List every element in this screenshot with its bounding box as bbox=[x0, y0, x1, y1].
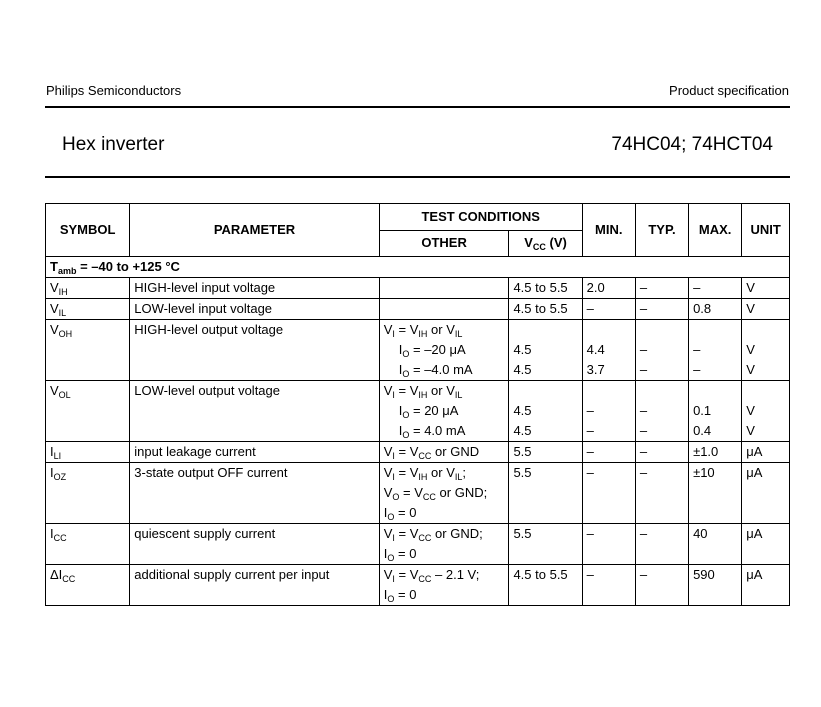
symbol-cell: $V_{IL}$ bbox=[46, 299, 130, 320]
max-cell: ±1.0 bbox=[689, 442, 742, 463]
header-other: OTHER bbox=[379, 230, 509, 257]
min-cell: – – bbox=[582, 381, 635, 442]
vcc-cell: 5.5 bbox=[509, 524, 582, 565]
typ-cell: – bbox=[635, 463, 688, 524]
title-rule bbox=[45, 176, 790, 178]
header-rule bbox=[45, 106, 790, 108]
symbol-cell: $V_{IH}$ bbox=[46, 278, 130, 299]
temperature-condition-row bbox=[46, 257, 790, 278]
min-cell: – bbox=[582, 442, 635, 463]
max-cell: 0.1 0.4 bbox=[689, 381, 742, 442]
max-cell: 40 bbox=[689, 524, 742, 565]
parameter-cell: LOW-level output voltage bbox=[130, 381, 379, 442]
other-cell: $V_I = V_{IH}$ or $V_{IL}$ $I_O = -20$ μA $I_O = -4.0$ mA bbox=[379, 320, 509, 381]
parameter-cell: HIGH-level output voltage bbox=[130, 320, 379, 381]
unit-cell: V V bbox=[742, 320, 790, 381]
min-cell: 2.0 bbox=[582, 278, 635, 299]
parameter-cell: quiescent supply current bbox=[130, 524, 379, 565]
typ-cell: – bbox=[635, 278, 688, 299]
other-cell: $V_I = V_{CC}$ or GND; $I_O = 0$ bbox=[379, 524, 509, 565]
unit-cell: μA bbox=[742, 442, 790, 463]
parameter-cell: 3-state output OFF current bbox=[130, 463, 379, 524]
header-unit: UNIT bbox=[742, 204, 790, 257]
table-row bbox=[46, 565, 790, 606]
header-min: MIN. bbox=[582, 204, 635, 257]
vcc-cell: 4.5 4.5 bbox=[509, 320, 582, 381]
typ-cell: – bbox=[635, 524, 688, 565]
table-row bbox=[46, 381, 790, 442]
vcc-cell: 4.5 4.5 bbox=[509, 381, 582, 442]
other-cell: $V_I = V_{CC}$ or GND bbox=[379, 442, 509, 463]
symbol-cell: $I_{CC}$ bbox=[46, 524, 130, 565]
header-max: MAX. bbox=[689, 204, 742, 257]
table-row bbox=[46, 278, 790, 299]
min-cell: – bbox=[582, 565, 635, 606]
temperature-condition: $T_{amb} = -40$ to +125 °C bbox=[46, 257, 790, 278]
table-row bbox=[46, 320, 790, 381]
max-cell: ±10 bbox=[689, 463, 742, 524]
page-title: Hex inverter bbox=[62, 134, 165, 155]
typ-cell: – – bbox=[635, 381, 688, 442]
table-row bbox=[46, 442, 790, 463]
vcc-cell: 4.5 to 5.5 bbox=[509, 565, 582, 606]
typ-cell: – bbox=[635, 299, 688, 320]
min-cell: – bbox=[582, 463, 635, 524]
header-symbol: SYMBOL bbox=[46, 204, 130, 257]
other-cell: $V_I = V_{IH}$ or $V_{IL}$ $I_O = 20$ μA $I_O = 4.0$ mA bbox=[379, 381, 509, 442]
unit-cell: μA bbox=[742, 565, 790, 606]
max-cell: 0.8 bbox=[689, 299, 742, 320]
header-parameter: PARAMETER bbox=[130, 204, 379, 257]
parameter-cell: LOW-level input voltage bbox=[130, 299, 379, 320]
max-cell: – – bbox=[689, 320, 742, 381]
document-type: Product specification bbox=[669, 83, 789, 98]
part-numbers: 74HC04; 74HCT04 bbox=[611, 134, 773, 155]
symbol-cell: $I_{LI}$ bbox=[46, 442, 130, 463]
parameter-cell: additional supply current per input bbox=[130, 565, 379, 606]
unit-cell: V bbox=[742, 278, 790, 299]
min-cell: – bbox=[582, 524, 635, 565]
unit-cell: μA bbox=[742, 524, 790, 565]
symbol-cell: $I_{OZ}$ bbox=[46, 463, 130, 524]
table-header-row bbox=[46, 204, 790, 231]
symbol-cell: $V_{OL}$ bbox=[46, 381, 130, 442]
symbol-cell: $V_{OH}$ bbox=[46, 320, 130, 381]
vcc-cell: 4.5 to 5.5 bbox=[509, 278, 582, 299]
vcc-cell: 5.5 bbox=[509, 442, 582, 463]
parameter-cell: HIGH-level input voltage bbox=[130, 278, 379, 299]
other-cell: $V_I = V_{CC} - 2.1$ V; $I_O = 0$ bbox=[379, 565, 509, 606]
unit-cell: V V bbox=[742, 381, 790, 442]
typ-cell: – bbox=[635, 565, 688, 606]
other-cell bbox=[379, 299, 509, 320]
dc-characteristics-table bbox=[45, 203, 790, 606]
table-row bbox=[46, 524, 790, 565]
unit-cell: V bbox=[742, 299, 790, 320]
max-cell: – bbox=[689, 278, 742, 299]
unit-cell: μA bbox=[742, 463, 790, 524]
typ-cell: – – bbox=[635, 320, 688, 381]
max-cell: 590 bbox=[689, 565, 742, 606]
other-cell bbox=[379, 278, 509, 299]
min-cell: – bbox=[582, 299, 635, 320]
table-row bbox=[46, 299, 790, 320]
typ-cell: – bbox=[635, 442, 688, 463]
header-typ: TYP. bbox=[635, 204, 688, 257]
table-row bbox=[46, 463, 790, 524]
min-cell: 4.4 3.7 bbox=[582, 320, 635, 381]
vcc-cell: 4.5 to 5.5 bbox=[509, 299, 582, 320]
vcc-cell: 5.5 bbox=[509, 463, 582, 524]
header-test-conditions: TEST CONDITIONS bbox=[379, 204, 582, 231]
parameter-cell: input leakage current bbox=[130, 442, 379, 463]
header-vcc: $V_{CC}$ (V) bbox=[509, 230, 582, 257]
symbol-cell: $\Delta I_{CC}$ bbox=[46, 565, 130, 606]
other-cell: $V_I = V_{IH}$ or $V_{IL}$; $V_O = V_{CC}$ or GND; $I_O = 0$ bbox=[379, 463, 509, 524]
company-name: Philips Semiconductors bbox=[46, 83, 182, 98]
